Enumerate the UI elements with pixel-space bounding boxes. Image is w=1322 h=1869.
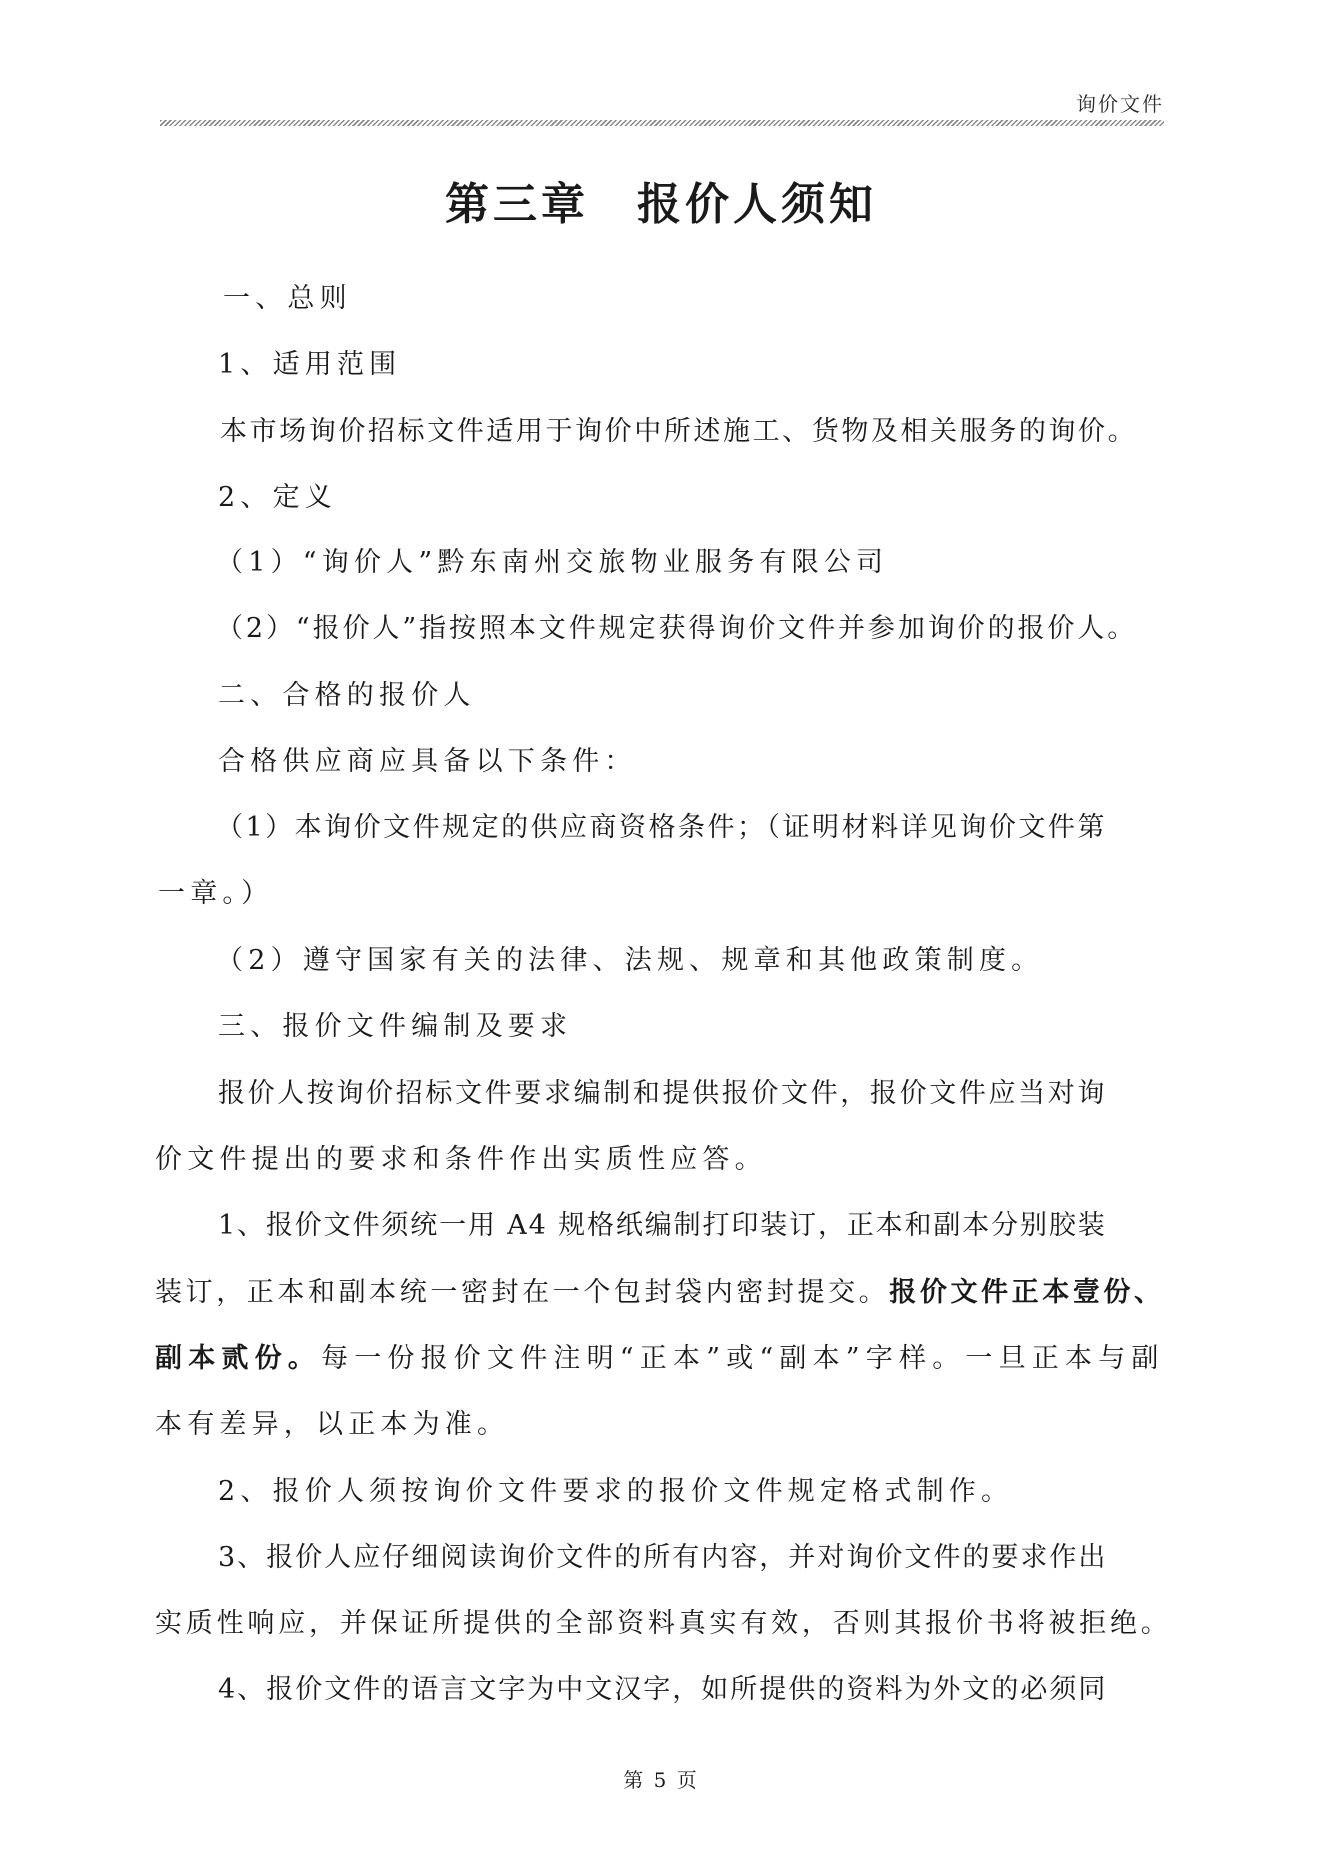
text-run: 二、合格的报价人	[218, 680, 476, 711]
text-run: （1）本询价文件规定的供应商资格条件；（证明材料详见询价文件第	[216, 812, 1107, 843]
text-run: （2）遵守国家有关的法律、法规、规章和其他政策制度。	[216, 945, 1044, 976]
body-line	[218, 679, 476, 713]
body-line	[216, 944, 1043, 978]
bold-text: 报价文件正本壹份、	[889, 1277, 1165, 1308]
text-run: 4、报价文件的语言文字为中文汉字，如所提供的资料为外文的必须同	[218, 1674, 1108, 1705]
text-run: 2、报价人须按询价文件要求的报价文件规定格式制作。	[218, 1476, 1014, 1507]
text-run: 一章。）	[158, 878, 274, 909]
text-run: 2、定义	[218, 482, 337, 513]
body-line	[216, 546, 888, 580]
text-run: 3、报价人应仔细阅读询价文件的所有内容，并对询价文件的要求作出	[218, 1542, 1108, 1573]
body-line	[218, 745, 637, 779]
header-divider	[160, 120, 1164, 126]
text-run: 1、报价文件须统一用 A4 规格纸编制打印装订，正本和副本分别胶装	[218, 1210, 1107, 1241]
body-line	[218, 481, 337, 515]
text-run: 每一份报价文件注明“正本”或“副本”字样。一旦正本与副	[321, 1343, 1165, 1374]
body-line	[216, 612, 1137, 646]
body-line	[155, 1342, 1165, 1376]
body-line	[218, 1673, 1107, 1707]
bold-text: 副本贰份。	[155, 1343, 321, 1374]
body-line	[218, 1077, 1107, 1111]
body-line	[218, 1541, 1107, 1575]
body-line	[155, 1143, 767, 1177]
body-line	[218, 1475, 1013, 1509]
body-line	[158, 877, 273, 911]
chapter-title: 第三章 报价人须知	[445, 179, 877, 230]
text-run: 合格供应商应具备以下条件：	[218, 746, 637, 777]
body-line	[218, 348, 401, 382]
text-run: （1）“询价人”黔东南州交旅物业服务有限公司	[216, 547, 889, 578]
text-run: 1、适用范围	[218, 349, 402, 380]
header-title: 询价文件	[1076, 92, 1164, 116]
text-run: 三、报价文件编制及要求	[218, 1011, 573, 1042]
text-run: （2）“报价人”指按照本文件规定获得询价文件并参加询价的报价人。	[216, 613, 1138, 644]
body-line	[218, 1010, 572, 1044]
body-line	[155, 1408, 509, 1442]
body-line	[218, 1209, 1107, 1243]
body-line	[155, 1276, 1165, 1310]
text-run: 本有差异，以正本为准。	[155, 1409, 510, 1440]
text-run: 一、总则	[223, 283, 352, 314]
text-run: 实质性响应，并保证所提供的全部资料真实有效，否则其报价书将被拒绝。	[155, 1608, 1172, 1639]
text-run: 本市场询价招标文件适用于询价中所述施工、货物及相关服务的询价。	[220, 416, 1138, 447]
text-run: 报价人按询价招标文件要求编制和提供报价文件，报价文件应当对询	[218, 1078, 1107, 1109]
body-line	[220, 415, 1137, 449]
text-run: 价文件提出的要求和条件作出实质性应答。	[155, 1144, 767, 1175]
body-line	[155, 1607, 1172, 1641]
body-line	[223, 282, 352, 316]
page-number: 第 5 页	[623, 1768, 699, 1792]
body-line	[216, 811, 1107, 845]
text-run: 装订，正本和副本统一密封在一个包封袋内密封提交。	[155, 1277, 890, 1308]
